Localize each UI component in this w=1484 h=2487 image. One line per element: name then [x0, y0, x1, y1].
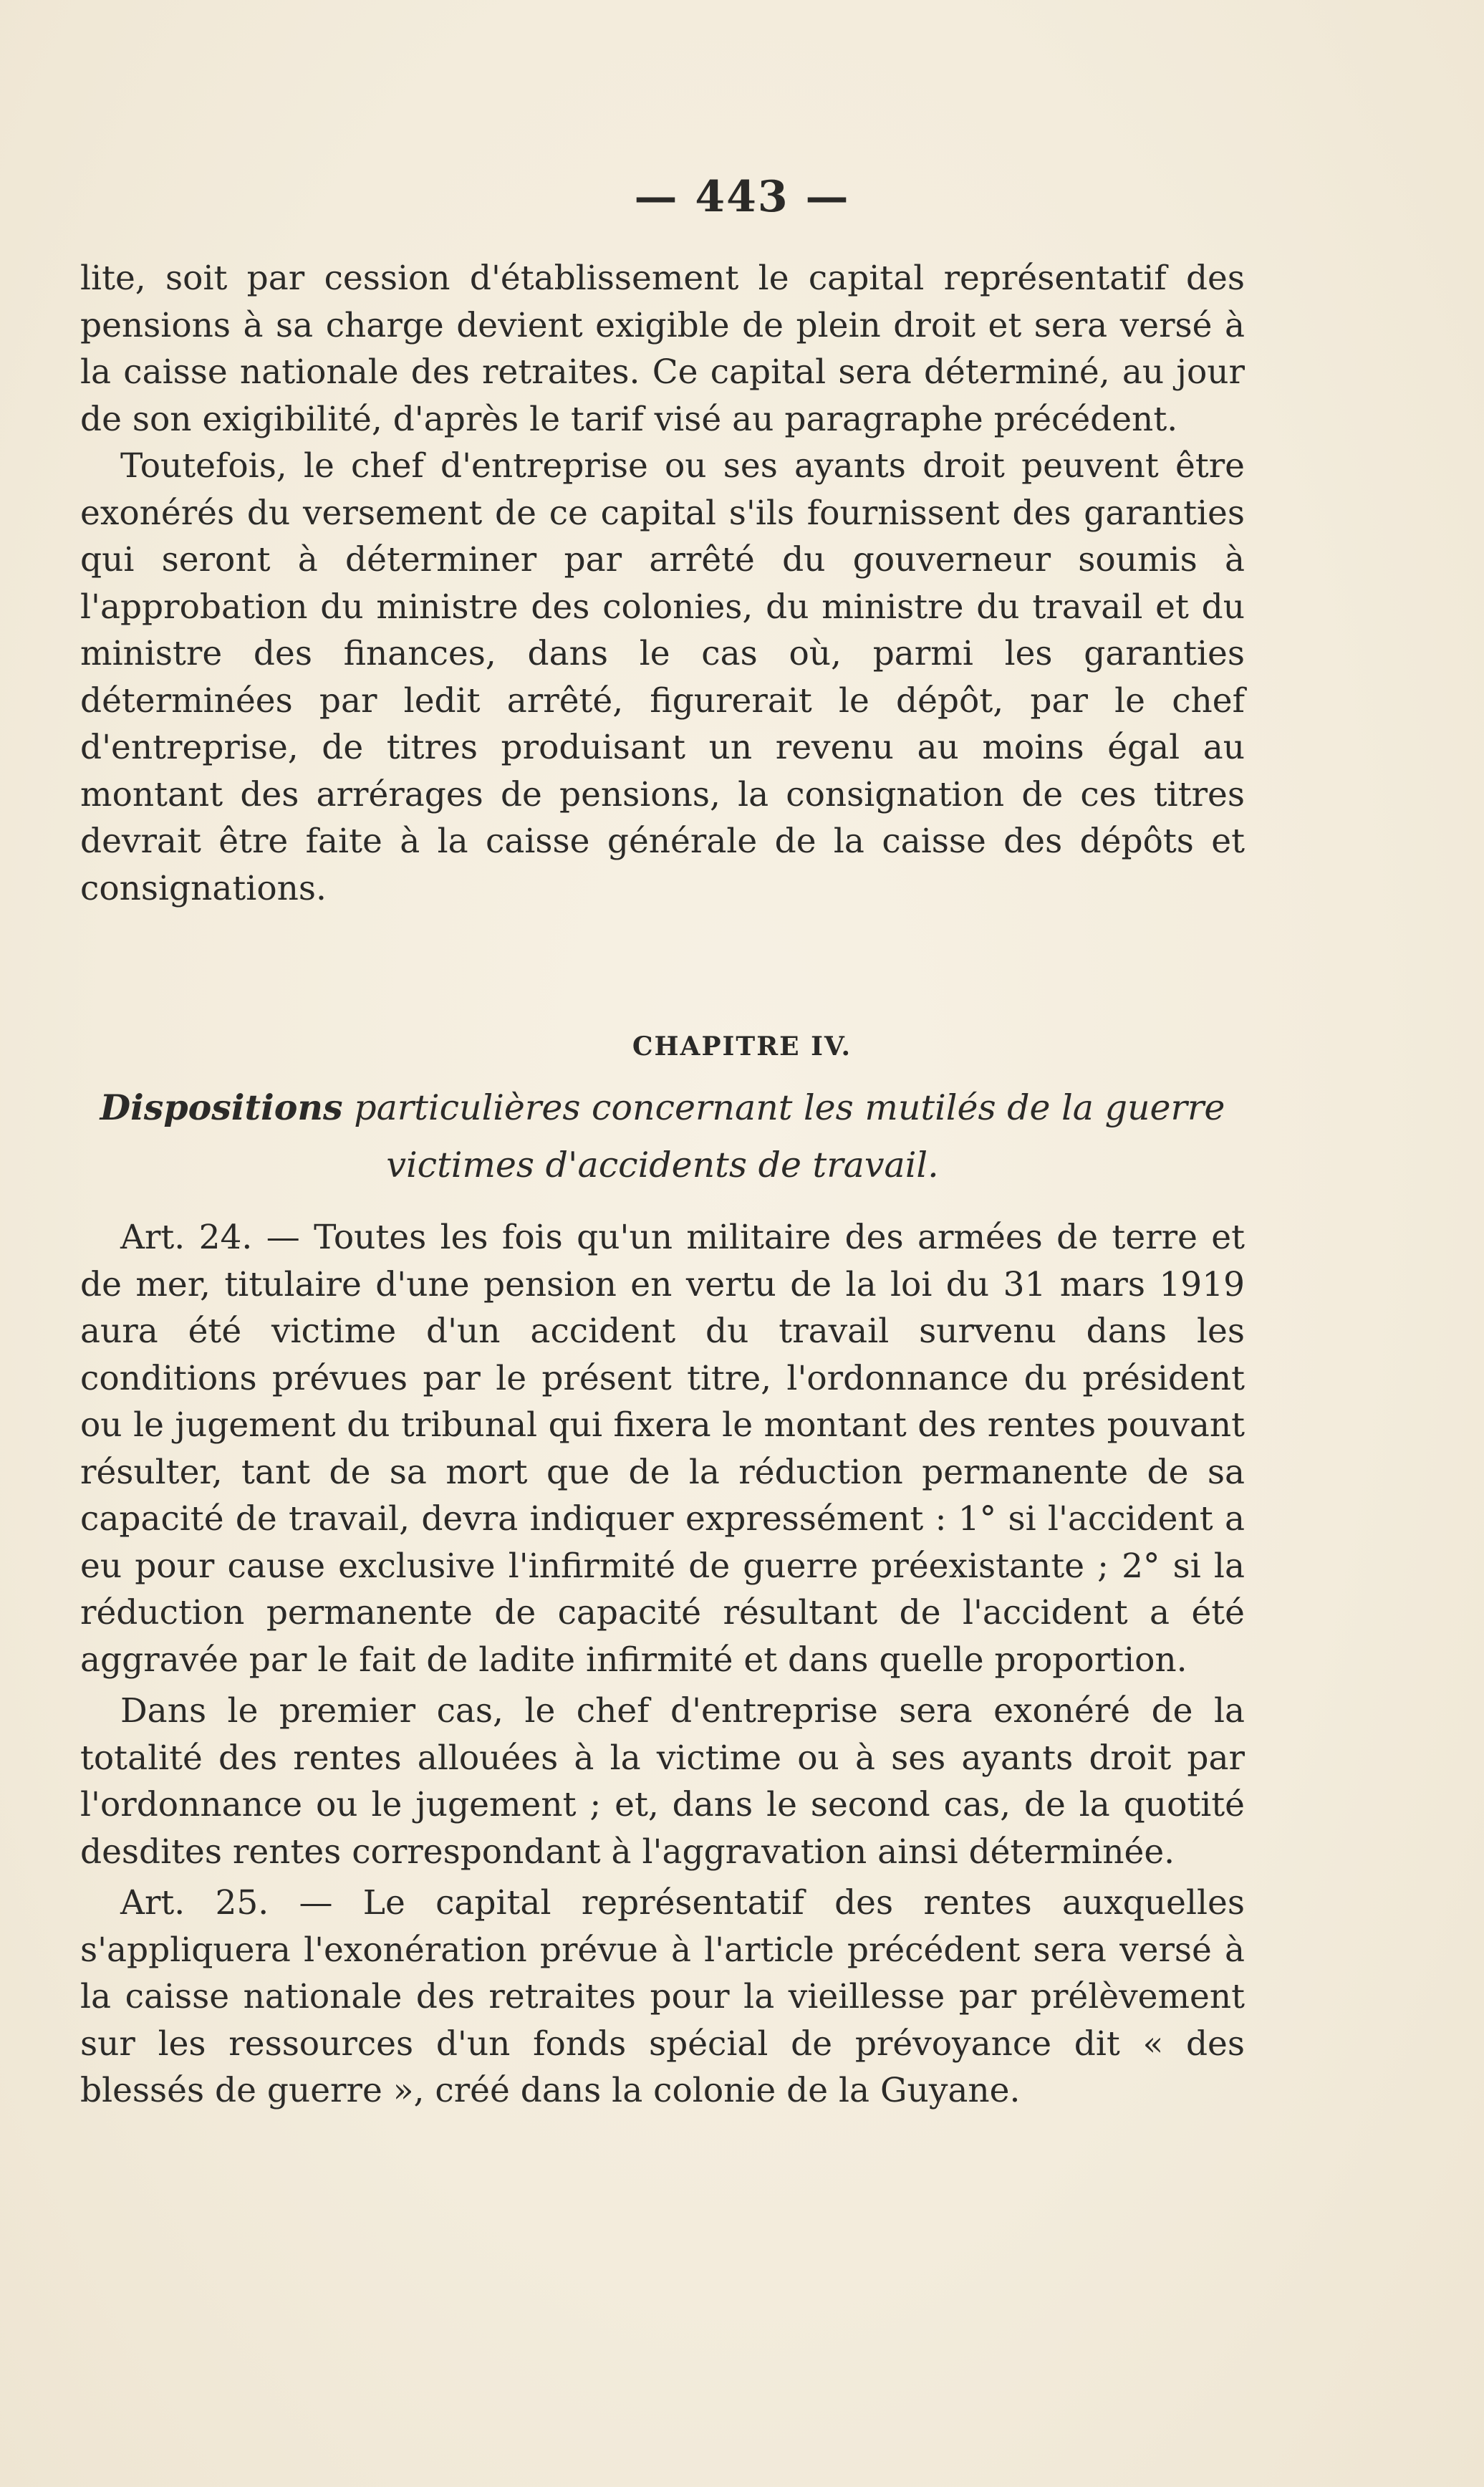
paragraph-toutefois: Toutefois, le chef d'entreprise ou ses ayants droit peuvent être exonérés du versement de ce capital s'ils fournissent des garanties qui seront à déterminer par arrêté du gouverneur soumis à l'approbation du ministre des colonies, du ministre du travail et du ministre des finances, dans le cas où, parmi les garanties déterminées par ledit arrêté, figurerait le dépôt, par le chef d'entreprise, de titres produisant un revenu au moins égal au montant des arrérages de pensions, la consignation de ces titres devrait être faite à la caisse générale de la caisse des dépôts et consignations. — [80, 446, 1245, 908]
paragraph-continuation: lite, soit par cession d'établissement le capital représentatif des pensions à sa charge devient exigible de plein droit et sera versé à la caisse nationale des retraites. Ce capital sera déterminé, au jour de son exigibilité, d'après le tarif visé au paragraphe précédent. — [80, 259, 1245, 439]
article-24: Art. 24. — Toutes les fois qu'un militaire des armées de terre et de mer, titulaire d'une pension en vertu de la loi du 31 mars 1919 aura été victime d'un accident du travail survenu dans les conditions prévues par le présent titre, l'ordonnance du président ou le jugement du tribunal qui fixera le montant des rentes pouvant résulter, tant de sa mort que de la réduction permanente de sa capacité de travail, devra indiquer expressément : 1° si l'accident a eu pour cause exclusive l'infirmité de guerre préexistante ; 2° si la réduction permanente de capacité résultant de l'accident a été aggravée par le fait de ladite infirmité et dans quelle proportion. — [80, 1218, 1245, 1680]
article-25: Art. 25. — Le capital représentatif des rentes auxquelles s'appliquera l'exonération prévue à l'article précédent sera versé à la caisse nationale des retraites pour la vieillesse par prélèvement sur les ressources d'un fonds spécial de prévoyance dit « des blessés de guerre », créé dans la colonie de la Guyane. — [80, 1883, 1245, 2110]
chapter-title-line1 — [80, 1079, 1245, 1137]
chapter-title-bold: Dispositions — [100, 1087, 343, 1128]
paragraph-premier-cas: Dans le premier cas, le chef d'entreprise sera exonéré de la totalité des rentes allouées à la victime ou à ses ayants droit par l'ordonnance ou le jugement ; et, dans le second cas, de la quotité desdites rentes correspondant à l'aggravation ainsi déterminée. — [80, 1691, 1245, 1872]
chapter-title-rest: particulières concernant les mutilés de la guerre — [342, 1087, 1225, 1128]
text-block-top — [80, 255, 1245, 912]
text-block-bottom — [80, 1214, 1245, 2115]
chapter-title-line2: victimes d'accidents de travail. — [386, 1145, 939, 1185]
chapter-title — [80, 1079, 1245, 1194]
page-number: — 443 — — [634, 172, 850, 222]
chapter-heading: CHAPITRE IV. — [632, 1031, 852, 1062]
